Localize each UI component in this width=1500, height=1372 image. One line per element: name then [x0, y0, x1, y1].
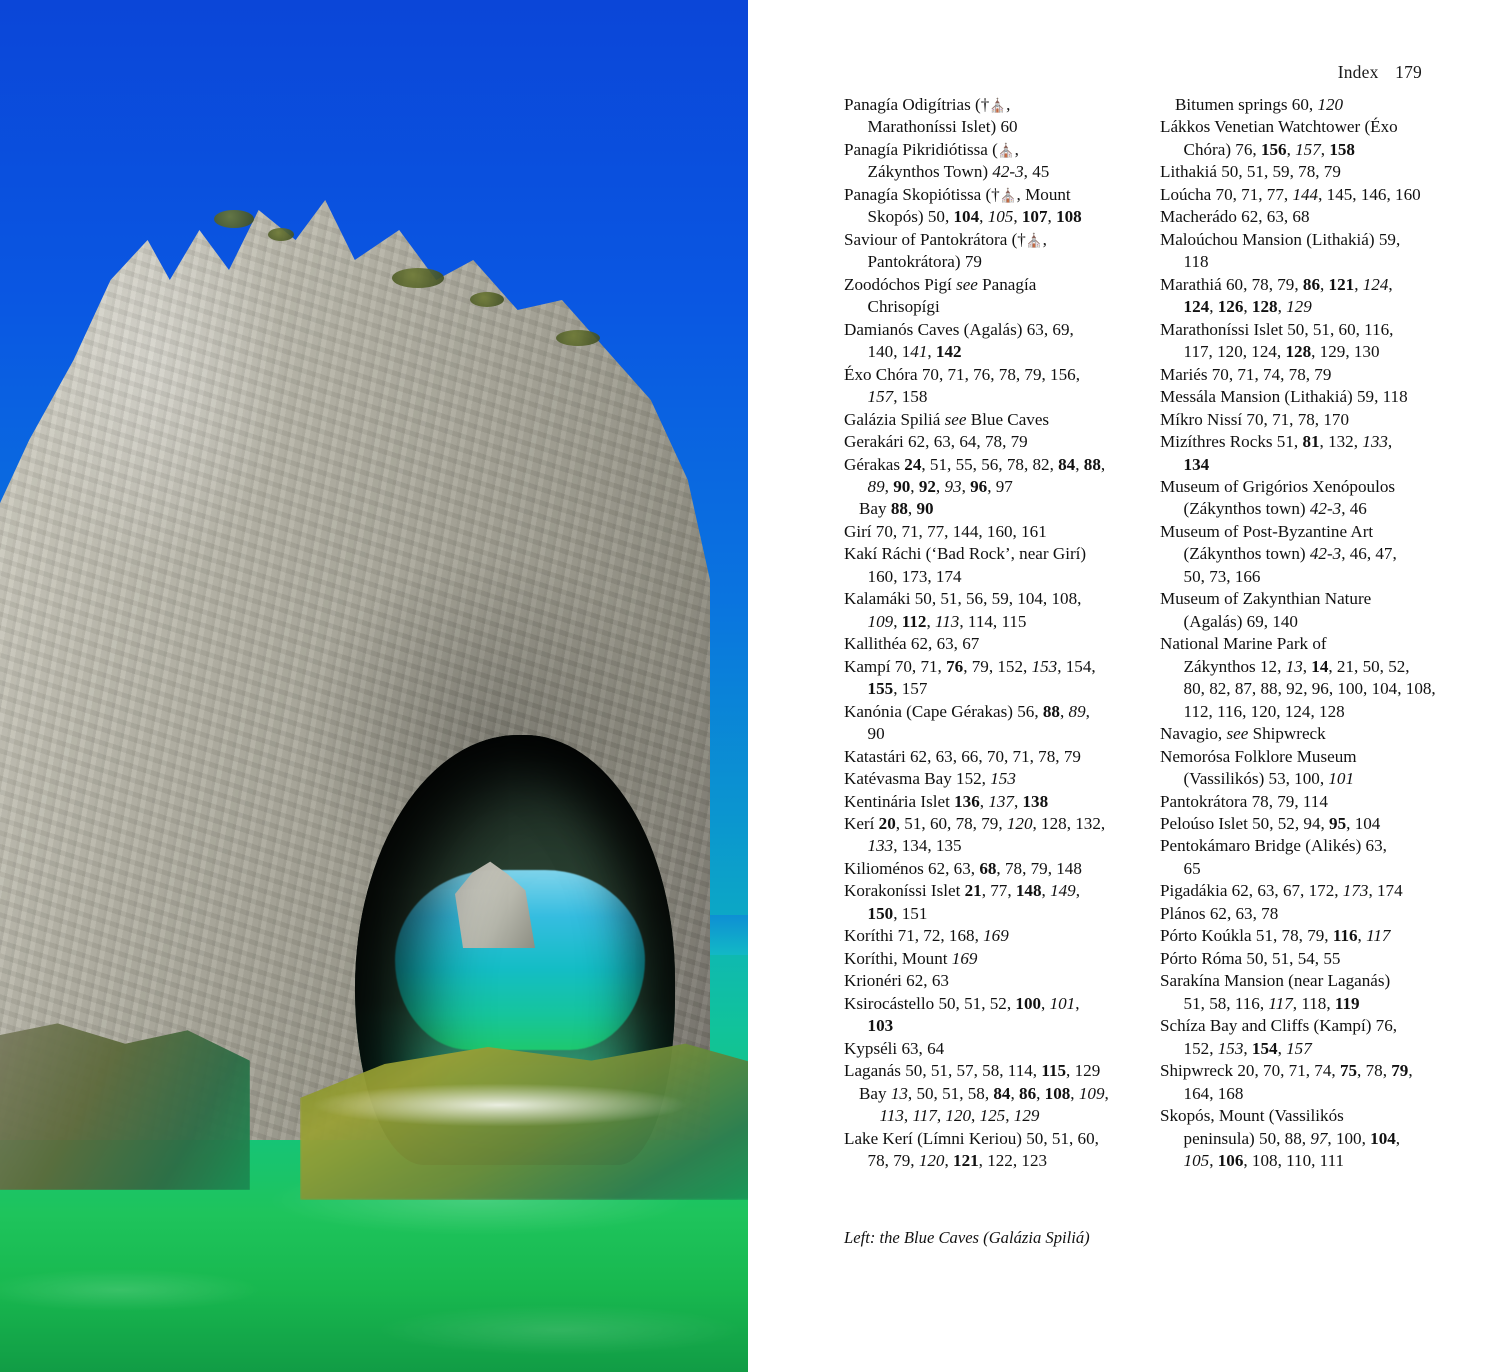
index-entry: Messála Mansion (Lithakiá) 59, 118: [1160, 387, 1408, 407]
index-entry: Kerí 20, 51, 60, 78, 79, 120, 128, 132, 133, 134, 135: [844, 814, 1106, 856]
index-entry: Koríthi 71, 72, 168, 169: [844, 926, 1009, 946]
index-entry: Panagía Skopiótissa (†⛪, Mount Skopós) 50, 104, 105, 107, 108: [844, 184, 1082, 227]
index-entry: Kallithéa 62, 63, 67: [844, 634, 980, 654]
index-entry: Lithakiá 50, 51, 59, 78, 79: [1160, 162, 1341, 182]
index-entry: Gérakas 24, 51, 55, 56, 78, 82, 84, 88, 89, 90, 92, 93, 96, 97: [844, 454, 1106, 496]
shrub-icon: [556, 330, 600, 346]
index-entry: Pórto Róma 50, 51, 54, 55: [1160, 948, 1341, 968]
index-entry: Navagio, see Shipwreck: [1160, 724, 1326, 744]
index-entry: Maloúchou Mansion (Lithakiá) 59, 118: [1160, 229, 1401, 272]
index-column-right: [1160, 94, 1444, 1173]
index-entry: Lákkos Venetian Watchtower (Éxo Chóra) 76, 156, 157, 158: [1160, 117, 1398, 159]
shoreline-rocks: [0, 1020, 250, 1190]
index-entry: Skopós, Mount (Vassilikós peninsula) 50, 88, 97, 100, 104, 105, 106, 108, 110, 111: [1160, 1106, 1401, 1171]
index-entry: Míkro Nissí 70, 71, 78, 170: [1160, 409, 1349, 429]
shrub-icon: [392, 268, 444, 288]
index-entry: Kalamáki 50, 51, 56, 59, 104, 108, 109, 112, 113, 114, 115: [844, 589, 1082, 631]
index-entry: Krionéri 62, 63: [844, 971, 949, 991]
index-entry: Girí 70, 71, 77, 144, 160, 161: [844, 521, 1047, 541]
index-entry: Kilioménos 62, 63, 68, 78, 79, 148: [844, 858, 1082, 878]
page-header-folio: [1338, 62, 1422, 83]
index-entry: Schíza Bay and Cliffs (Kampí) 76, 152, 153, 154, 157: [1160, 1016, 1398, 1058]
index-entry: Zoodóchos Pigí see Panagía Chrisopígi: [844, 274, 1037, 317]
index-entry: Kakí Ráchi (‘Bad Rock’, near Girí) 160, 173, 174: [844, 544, 1087, 586]
folio-label: Index: [1337, 62, 1379, 82]
index-entry: Damianós Caves (Agalás) 63, 69, 140, 141, 142: [844, 319, 1074, 362]
index-entry: Korakoníssi Islet 21, 77, 148, 149, 150, 151: [844, 881, 1080, 923]
index-entry: Nemorósa Folklore Museum (Vassilikós) 53, 100, 101: [1160, 746, 1357, 789]
index-entry: Shipwreck 20, 70, 71, 74, 75, 78, 79, 164, 168: [1160, 1061, 1413, 1103]
index-entry: Éxo Chóra 70, 71, 76, 78, 79, 156, 157, 158: [844, 364, 1080, 407]
index-entry: Galázia Spiliá see Blue Caves: [844, 409, 1050, 429]
index-entry: Gerakári 62, 63, 64, 78, 79: [844, 432, 1028, 452]
index-entry: Pantokrátora 78, 79, 114: [1160, 791, 1328, 811]
photo-caption: Left: the Blue Caves (Galázia Spiliá): [844, 1228, 1090, 1247]
index-subentry: Bitumen springs 60, 120: [1175, 95, 1344, 114]
index-entry: Sarakína Mansion (near Laganás) 51, 58, 116, 117, 118, 119: [1160, 971, 1391, 1013]
index-entry: Panagía Odigítrias (†⛪, Marathoníssi Islet) 60: [844, 95, 1018, 137]
shrub-icon: [214, 210, 254, 228]
index-page: [748, 0, 1500, 1372]
index-columns: [844, 94, 1444, 1173]
index-entry: Kanónia (Cape Gérakas) 56, 88, 89, 90: [844, 701, 1090, 744]
index-entry: Kampí 70, 71, 76, 79, 152, 153, 154, 155, 157: [844, 656, 1096, 699]
index-entry: Mariés 70, 71, 74, 78, 79: [1160, 364, 1332, 384]
index-entry: Katévasma Bay 152, 153: [844, 769, 1016, 789]
shrub-icon: [268, 228, 294, 241]
index-entry: Panagía Pikridiótissa (⛪, Zákynthos Town) 42-3, 45: [844, 139, 1050, 182]
index-entry: Ksirocástello 50, 51, 52, 100, 101, 103: [844, 993, 1080, 1036]
index-entry: Pentokámaro Bridge (Alikés) 63, 65: [1160, 836, 1387, 878]
photo-page: [0, 0, 748, 1372]
index-entry: Katastári 62, 63, 66, 70, 71, 78, 79: [844, 746, 1081, 766]
index-entry: Marathoníssi Islet 50, 51, 60, 116, 117, 120, 124, 128, 129, 130: [1160, 319, 1394, 362]
index-entry: Pigadákia 62, 63, 67, 172, 173, 174: [1160, 881, 1403, 901]
index-entry: Marathiá 60, 78, 79, 86, 121, 124, 124, 126, 128, 129: [1160, 274, 1393, 317]
surf-foam: [250, 1060, 748, 1150]
index-entry: Lake Kerí (Límni Keriou) 50, 51, 60, 78, 79, 120, 121, 122, 123: [844, 1128, 1099, 1171]
index-entry: Loúcha 70, 71, 77, 144, 145, 146, 160: [1160, 184, 1421, 204]
index-entry: Kypséli 63, 64: [844, 1038, 945, 1058]
index-column-left: [844, 94, 1128, 1173]
folio-number: 179: [1395, 62, 1422, 82]
index-entry: Museum of Grigórios Xenópoulos (Zákynthos town) 42-3, 46: [1160, 476, 1396, 519]
index-entry: Plános 62, 63, 78: [1160, 903, 1279, 923]
index-entry: National Marine Park of Zákynthos 12, 13, 14, 21, 50, 52, 80, 82, 87, 88, 92, 96, 100, 104, 108, 112, 116, 120, 124, 128: [1160, 634, 1436, 721]
index-entry: Pórto Koúkla 51, 78, 79, 116, 117: [1160, 926, 1391, 946]
index-entry: Macherádo 62, 63, 68: [1160, 207, 1310, 227]
index-entry: Museum of Post-Byzantine Art (Zákynthos town) 42-3, 46, 47, 50, 73, 166: [1160, 521, 1397, 586]
index-entry: Kentinária Islet 136, 137, 138: [844, 791, 1049, 811]
index-entry: Laganás 50, 51, 57, 58, 114, 115, 129: [844, 1061, 1101, 1081]
index-entry: Koríthi, Mount 169: [844, 948, 978, 968]
index-entry: Museum of Zakynthian Nature (Agalás) 69, 140: [1160, 589, 1372, 631]
index-entry: Peloúso Islet 50, 52, 94, 95, 104: [1160, 814, 1381, 833]
shrub-icon: [470, 292, 504, 307]
index-subentry: Bay 13, 50, 51, 58, 84, 86, 108, 109, 113, 117, 120, 125, 129: [859, 1083, 1109, 1126]
index-subentry: Bay 88, 90: [859, 499, 934, 519]
index-entry: Mizíthres Rocks 51, 81, 132, 133, 134: [1160, 432, 1393, 474]
index-entry: Saviour of Pantokrátora (†⛪, Pantokrátora) 79: [844, 229, 1047, 272]
